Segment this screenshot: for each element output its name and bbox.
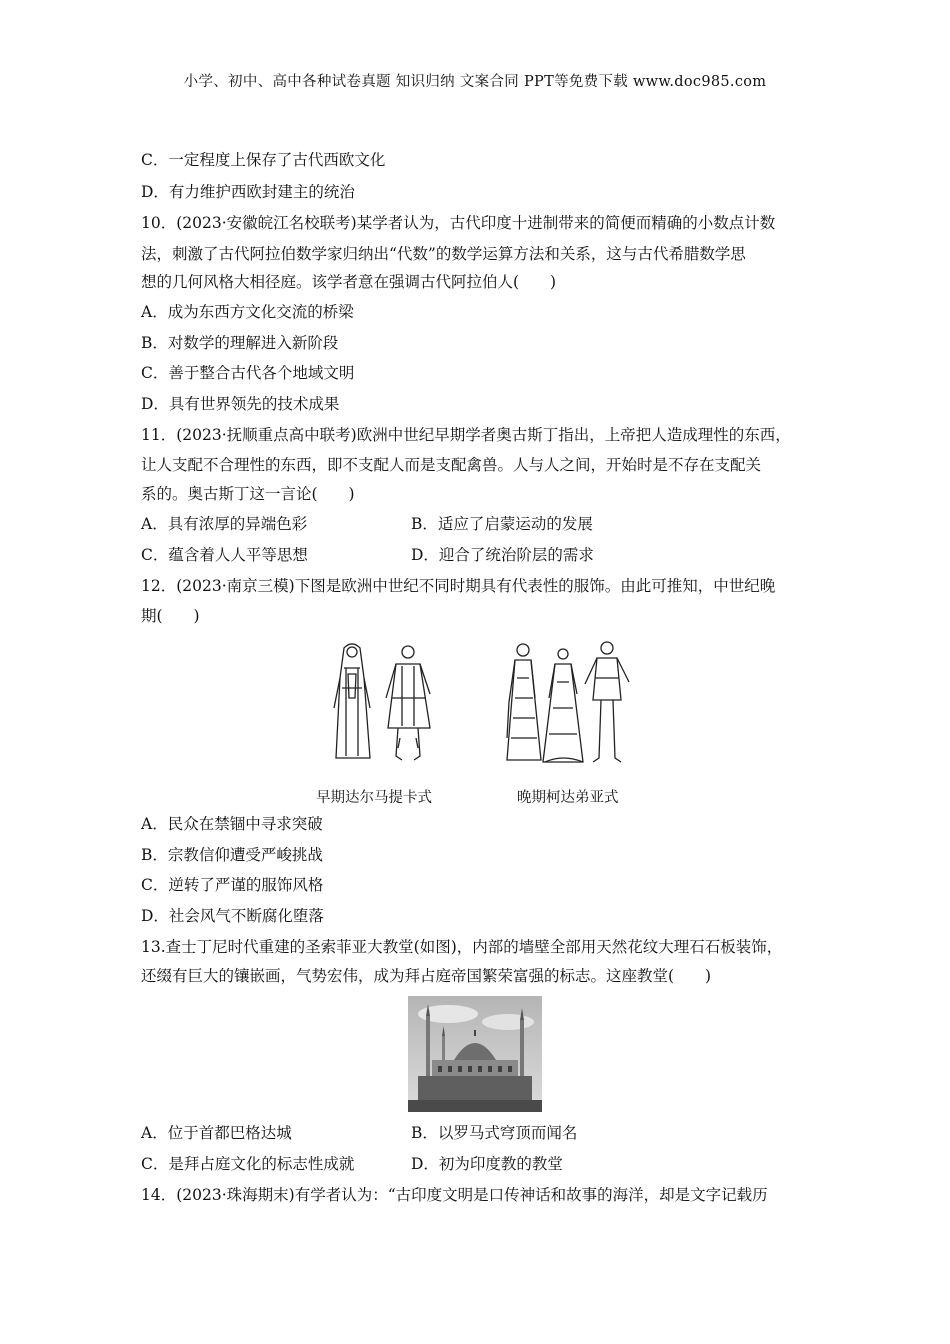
q14-stem-line-1: 14．(2023·珠海期末)有学者认为：“古印度文明是口传神话和故事的海洋，却是文字记载历 — [141, 1186, 768, 1204]
q11-stem-line-3: 系的。奥古斯丁这一言论( ) — [141, 485, 355, 503]
q11-option-d: D．迎合了统治阶层的需求 — [411, 546, 594, 564]
early-dalmatic-costume-illustration — [330, 638, 440, 768]
q11-stem-line-1: 11．(2023·抚顺重点高中联考)欧洲中世纪早期学者奥古斯丁指出，上帝把人造成理性的东西， — [141, 426, 791, 444]
q13-option-b: B．以罗马式穹顶而闻名 — [411, 1124, 578, 1142]
q10-stem-line-1: 10．(2023·安徽皖江名校联考)某学者认为，古代印度十进制带来的简便而精确的小数点计数 — [141, 214, 776, 232]
q10-stem-line-2: 法，刺激了古代阿拉伯数学家归纳出“代数”的数学运算方法和关系，这与古代希腊数学思 — [141, 245, 746, 263]
q13-stem-line-2: 还缀有巨大的镶嵌画，气势宏伟，成为拜占庭帝国繁荣富强的标志。这座教堂( ) — [141, 967, 712, 985]
late-style-caption: 晚期柯达弟亚式 — [517, 790, 619, 806]
q12-option-c: C．逆转了严谨的服饰风格 — [141, 876, 324, 894]
q11-option-a: A．具有浓厚的异端色彩 — [141, 515, 308, 533]
q12-option-d: D．社会风气不断腐化堕落 — [141, 907, 324, 925]
q10-option-d: D．具有世界领先的技术成果 — [141, 395, 340, 413]
q9-option-d: D．有力维护西欧封建主的统治 — [141, 183, 355, 201]
q10-option-c: C．善于整合古代各个地域文明 — [141, 364, 355, 382]
early-style-caption: 早期达尔马提卡式 — [316, 790, 432, 806]
q13-option-d: D．初为印度教的教堂 — [411, 1155, 563, 1173]
q13-option-a: A．位于首都巴格达城 — [141, 1124, 292, 1142]
q10-option-a: A．成为东西方文化交流的桥梁 — [141, 303, 354, 321]
q12-stem-line-2: 期( ) — [141, 607, 200, 625]
q13-option-c: C．是拜占庭文化的标志性成就 — [141, 1155, 355, 1173]
q9-option-c: C．一定程度上保存了古代西欧文化 — [141, 151, 386, 169]
q12-stem-line-1: 12．(2023·南京三模)下图是欧洲中世纪不同时期具有代表性的服饰。由此可推知，中世纪晚 — [141, 577, 776, 595]
q11-option-b: B．适应了启蒙运动的发展 — [411, 515, 593, 533]
q10-option-b: B．对数学的理解进入新阶段 — [141, 334, 339, 352]
q13-stem-line-1: 13.查士丁尼时代重建的圣索菲亚大教堂(如图)，内部的墙壁全部用天然花纹大理石石板装饰， — [141, 938, 783, 956]
q11-option-c: C．蕴含着人人平等思想 — [141, 546, 308, 564]
page-header: 小学、初中、高中各种试卷真题 知识归纳 文案合同 PPT等免费下载 www.doc985.com — [183, 74, 767, 90]
q10-stem-line-3: 想的几何风格大相径庭。该学者意在强调古代阿拉伯人( ) — [141, 273, 557, 291]
q11-stem-line-2: 让人支配不合理性的东西，即不支配人而是支配禽兽。人与人之间，开始时是不存在支配关 — [141, 456, 762, 474]
q12-option-a: A．民众在禁锢中寻求突破 — [141, 815, 323, 833]
late-cotehardie-costume-illustration — [505, 638, 635, 768]
q12-option-b: B．宗教信仰遭受严峻挑战 — [141, 846, 323, 864]
hagia-sophia-photo — [408, 996, 542, 1112]
